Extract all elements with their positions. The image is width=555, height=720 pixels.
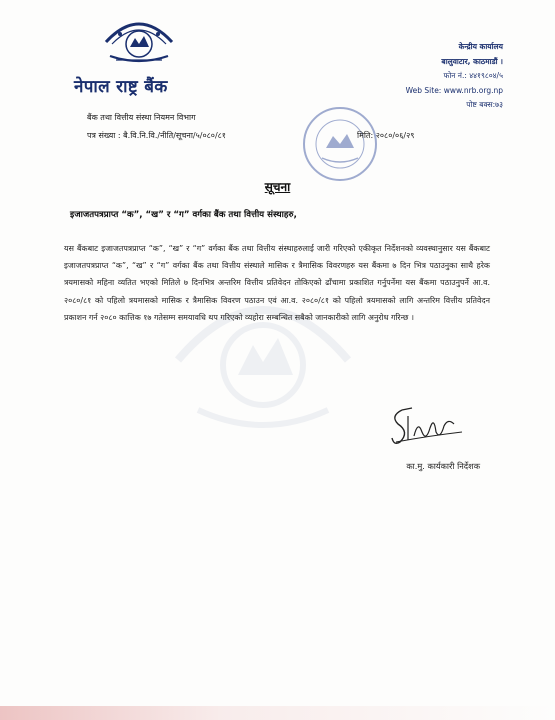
reference-number: पत्र संख्या : बै.वि.नि.वि./नीति/सूचना/५/०८०/८१	[87, 131, 226, 140]
office-phone: फोन नं.: ४४१९८०४/५	[443, 71, 503, 80]
bank-name: नेपाल राष्ट्र बैंक	[74, 77, 168, 97]
notice-body: यस बैंकबाट इजाजतपत्रप्राप्त “क”, “ख” र “ग” वर्गका बैंक तथा वित्तीय संस्थाहरुलाई जारी गरिएको एकीकृत निर्देशनको व्यवस्थानुसार यस बैंकबाट इजाजतपत्रप्राप्त “क”, “ख” र “ग” वर्गका बैंक तथा वित्तीय संस्थाले मासिक र त्रैमासिक विवरणहरु यस बैंकमा ७ दिन भित्र पठाउनुका साथै हरेक त्रयमासको महिना व्यतित भएको मितिले ७ दिनभित्र अन्तरिम वित्तीय प्रतिवेदन तोकिएको ढाँचामा प्रकाशित गर्नुपर्नेमा यस बैंकमा पठाउनुपर्ने आ.व. २०८०/८१ को पहिलो त्रयमासको मासिक र त्रैमासिक विवरण पठाउन एवं आ.व. २०८०/८१ को पहिलो त्रयमासको लागि अन्तरिम वित्तीय प्रतिवेदन प्रकाशन गर्न २०८० कात्तिक १७ गतेसम्म समयावधि थप गरिएको व्यहोरा सम्बन्धित सबैको जानकारीको लागि अनुरोध गरिन्छ ।	[64, 244, 490, 322]
signature-mark	[388, 402, 468, 448]
office-location: बालुवाटार, काठमाडौं ।	[441, 56, 503, 66]
office-website: Web Site: www.nrb.org.np	[405, 85, 503, 95]
issue-date: मिति: २०८०/०६/२९	[357, 131, 415, 140]
footer-band	[0, 706, 555, 720]
office-address	[406, 40, 503, 113]
office-stamp-icon	[300, 104, 380, 184]
nrb-logo-icon	[100, 14, 178, 70]
office-po-box: पोष्ट बक्स:७३	[466, 100, 503, 109]
notice-addressee: इजाजतपत्रप्राप्त “क”, “ख” र “ग” वर्गका बैंक तथा वित्तीय संस्थाहरु,	[70, 210, 297, 220]
signatory-designation: का.मु. कार्यकारी निर्देशक	[406, 461, 480, 471]
notice-title: सूचना	[264, 180, 291, 194]
department-name: बैंक तथा वित्तीय संस्था नियमन विभाग	[87, 113, 196, 122]
office-name: केन्द्रीय कार्यालय	[458, 42, 503, 51]
